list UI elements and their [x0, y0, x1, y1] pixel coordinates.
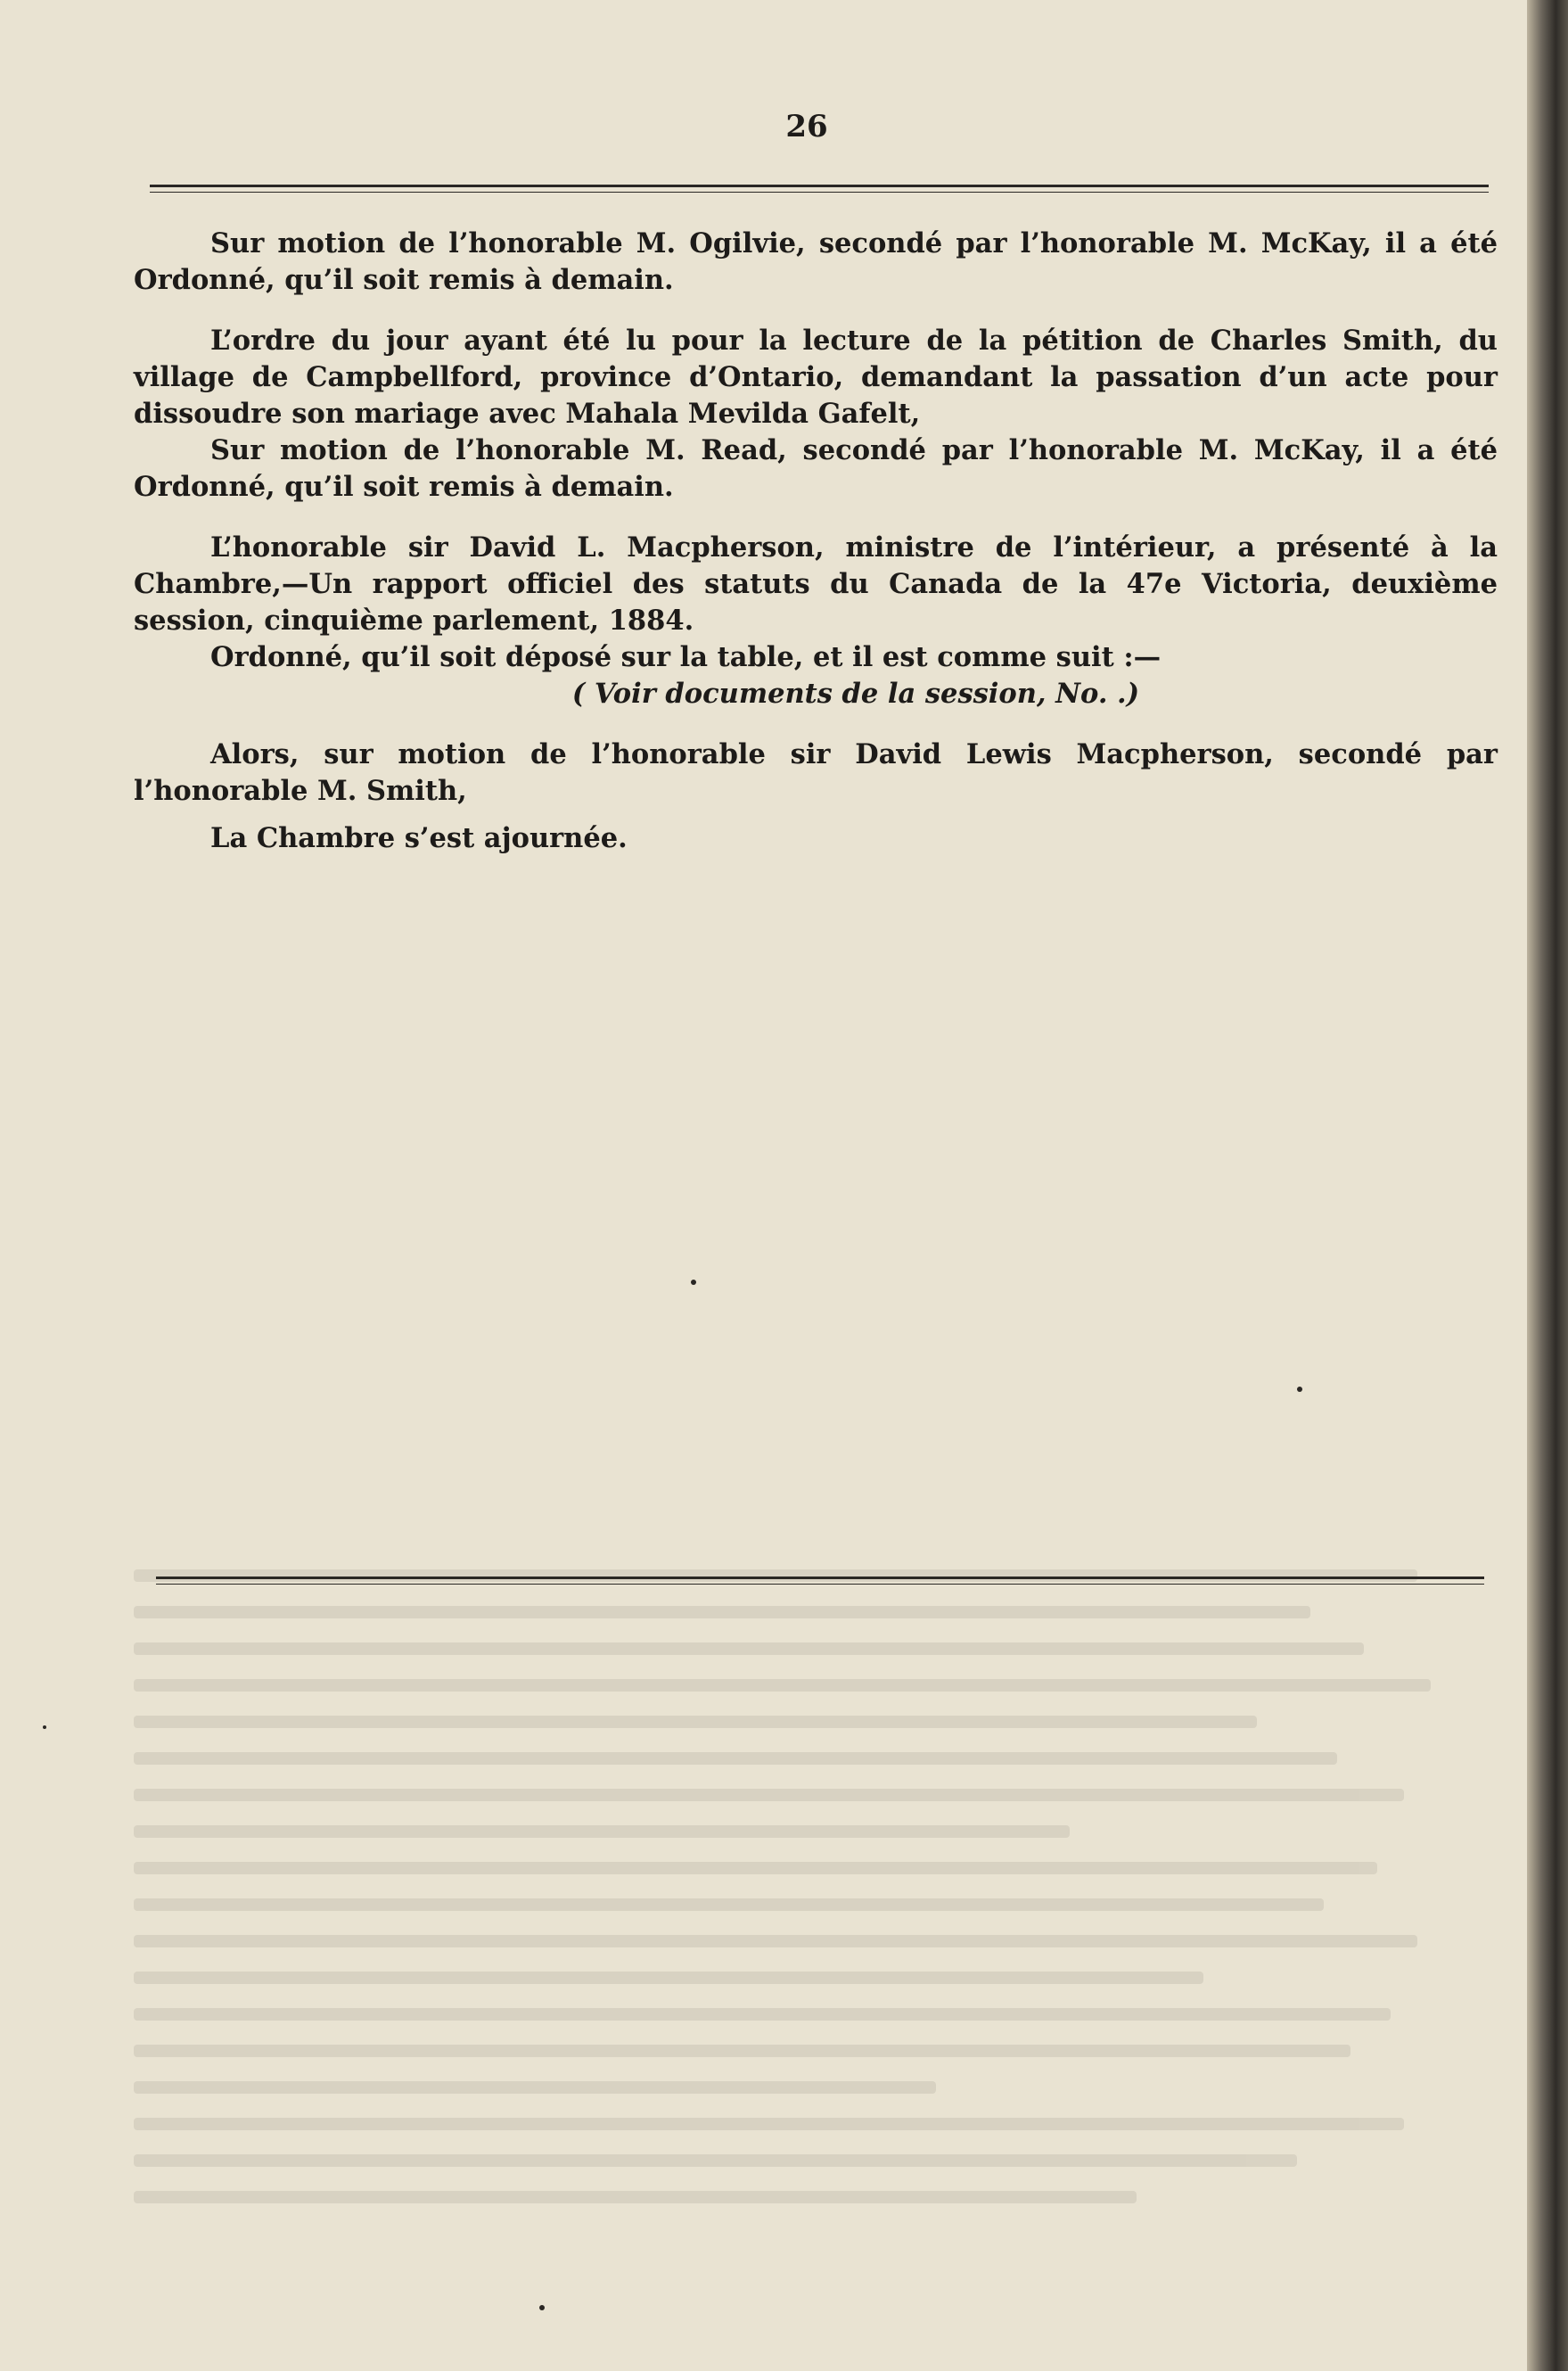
paper-speck: [539, 2305, 545, 2310]
paper-speck: [1297, 1387, 1302, 1392]
document-body: [134, 226, 1498, 857]
paragraph-macpherson-report: L’honorable sir David L. Macpherson, ministre de l’intérieur, a présenté à la Chambre,—Un rapport officiel des statuts du Canada de la 47e Victoria, deuxième session, cinquième parlement, 1884.: [134, 531, 1498, 637]
paragraph-chamber-adjourned: La Chambre s’est ajournée.: [210, 822, 628, 854]
header-rule-top: [150, 185, 1489, 187]
paragraph-read-motion: Sur motion de l’honorable M. Read, secondé par l’honorable M. McKay, il a été Ordonné, qu’il soit remis à demain.: [134, 434, 1498, 503]
paragraph-adjournment-motion: Alors, sur motion de l’honorable sir David Lewis Macpherson, secondé par l’honorable M. Smith,: [134, 738, 1498, 807]
page-number: 26: [785, 109, 828, 144]
paper-speck: [691, 1280, 696, 1285]
page-binding-edge: [1527, 0, 1568, 2371]
paper-speck: [43, 1725, 46, 1729]
session-documents-reference: ( Voir documents de la session, No. .): [571, 678, 1140, 710]
show-through-text: [134, 1569, 1471, 2265]
paragraph-smith-petition: L’ordre du jour ayant été lu pour la lecture de la pétition de Charles Smith, du village de Campbellford, province d’Ontario, demandant la passation d’un acte pour dissoudre son mariage avec Mahala Mevilda Gafelt,: [134, 325, 1498, 430]
paragraph-ordered-tabled: Ordonné, qu’il soit déposé sur la table, et il est comme suit :—: [210, 641, 1162, 673]
paragraph-ogilvie-motion: Sur motion de l’honorable M. Ogilvie, secondé par l’honorable M. McKay, il a été Ordonné, qu’il soit remis à demain.: [134, 227, 1498, 296]
header-rule-bottom: [150, 192, 1489, 193]
